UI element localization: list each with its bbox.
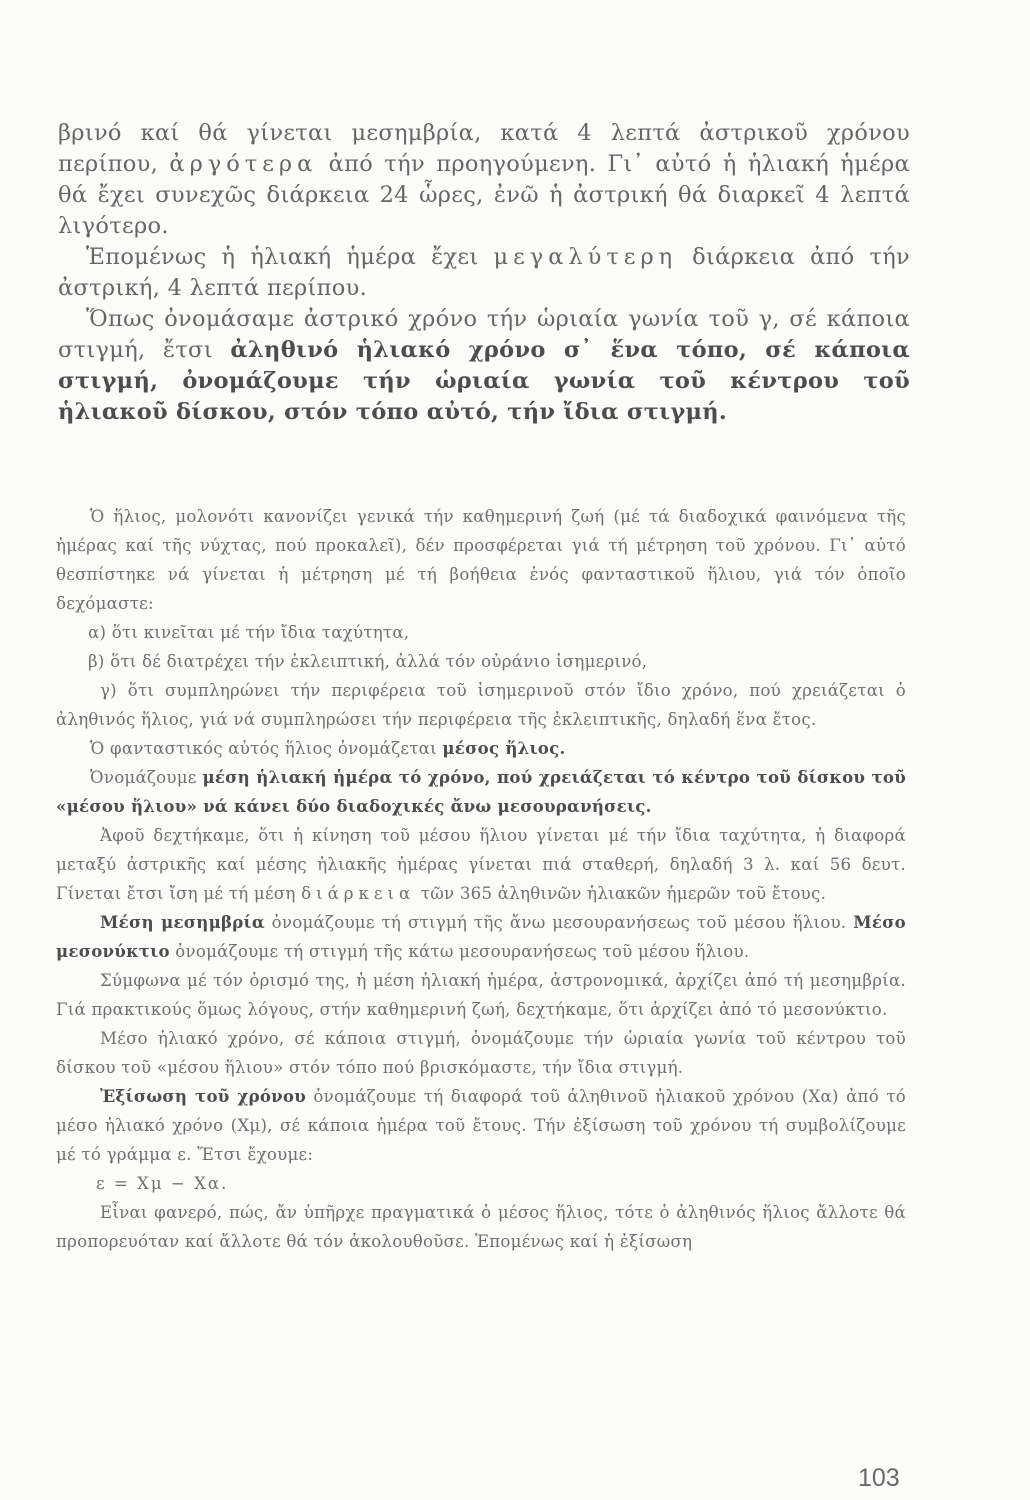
paragraph: [56, 763, 906, 821]
spaced-emphasis: μεγαλύτερη: [493, 244, 678, 270]
formula: ε = Χμ − Χα.: [96, 1174, 229, 1193]
page-number: 103: [858, 1464, 900, 1492]
paragraph: Εἶναι φανερό, πώς, ἄν ὑπῆρχε πραγματικά ὁ μέσος ἥλιος, τότε ὁ ἀληθινός ἥλιος ἄλλοτε θά προπορευόταν καί ἄλλοτε θά τόν ἀκολουθοῦσε. Ἑπομένως καί ἡ ἐξίσωση: [56, 1203, 906, 1251]
spaced-emphasis: διάρκεια: [301, 884, 416, 903]
spaced-emphasis: ἀργότερα: [169, 151, 318, 177]
definition-bold: ἀληθινό ἡλιακό χρόνο σ᾽ ἕνα τόπο, σέ κάποια στιγμή, ὀνομάζουμε τήν ὡριαία γωνία τοῦ κέντρου τοῦ ἡλιακοῦ δίσκου, στόν τόπο αὐτό, τήν ἴδια στιγμή.: [58, 337, 910, 425]
list-item-b: β) ὅτι δέ διατρέχει τήν ἐκλειπτική, ἀλλά τόν οὐράνιο ἰσημερινό,: [88, 652, 648, 671]
text-run: Ἀφοῦ δεχτήκαμε, ὅτι ἡ κίνηση τοῦ μέσου ἥλιου γίνεται μέ τήν ἴδια ταχύτητα, ἡ διαφορά μεταξύ ἀστρικῆς καί μέσης ἡλιακῆς ἡμέρας γίνεται πιά σταθερή, δηλαδή 3 λ. καί 56 δευτ. Γίνεται ἔτσι ἴση μέ τή μέση: [56, 826, 906, 903]
definition-bold: μέση ἡλιακή ἡμέρα τό χρόνο, πού χρειάζεται τό κέντρο τοῦ δίσκου τοῦ «μέσου ἥλιου» νά κάνει δύο διαδοχικές ἄνω μεσουρανήσεις.: [56, 767, 906, 816]
small-text-block: [56, 502, 906, 1256]
text-run: Ὁ φανταστικός αὐτός ἥλιος ὀνομάζεται: [90, 739, 443, 758]
paragraph: [58, 304, 910, 428]
text-run: διάρκεια ἀπό τήν ἀστρική, 4 λεπτά περίπου.: [58, 244, 910, 301]
definition-bold: Ἐξίσωση τοῦ χρόνου: [100, 1086, 307, 1106]
definition-bold: μέσος ἥλιος.: [442, 738, 566, 758]
list-item-c: γ) ὅτι συμπληρώνει τήν περιφέρεια τοῦ ἰσημερινοῦ στόν ἴδιο χρόνο, πού χρειάζεται ὁ ἀληθινός ἥλιος, γιά νά συμπληρώσει τήν περιφέρεια τῆς ἐκλειπτικῆς, δηλαδή ἕνα ἔτος.: [56, 681, 906, 729]
paragraph: [56, 1082, 906, 1169]
text-run: Ἑπομένως ἡ ἡλιακή ἡμέρα ἔχει: [86, 244, 494, 270]
text-run: Ὀνομάζουμε: [90, 768, 203, 787]
text-run: τῶν 365 ἀληθινῶν ἡλιακῶν ἡμερῶν τοῦ ἔτους.: [415, 884, 827, 903]
paragraph: [56, 734, 906, 763]
paragraph: [56, 908, 906, 966]
text-run: βρινό καί θά γίνεται μεσημβρία, κατά 4 λεπτά ἀστρικοῦ χρόνου περίπου,: [58, 120, 910, 177]
paragraph: [58, 118, 910, 242]
text-run: ὀνομάζουμε τή στιγμή τῆς ἄνω μεσουρανήσεως τοῦ μέσου ἥλιου.: [264, 913, 854, 932]
paragraph: [58, 242, 910, 304]
text-run: ὀνομάζουμε τή διαφορά τοῦ ἀληθινοῦ ἡλιακοῦ χρόνου (Χα) ἀπό τό μέσο ἡλιακό χρόνο (Χμ), σέ κάποια ἡμέρα τοῦ ἔτους. Τήν ἐξίσωση τοῦ χρόνου τή συμβολίζουμε μέ τό γράμμα ε. Ἔτσι ἔχουμε:: [56, 1087, 906, 1164]
text-run: ἀπό τήν προηγούμενη. Γι᾽ αὐτό ἡ ἡλιακή ἡμέρα θά ἔχει συνεχῶς διάρκεια 24 ὧρες, ἐνῶ ἡ ἀστρική θά διαρκεῖ 4 λεπτά λιγότερο.: [58, 151, 910, 239]
paragraph: Ὁ ἥλιος, μολονότι κανονίζει γενικά τήν καθημερινή ζωή (μέ τά διαδοχικά φαινόμενα τῆς ἡμέρας καί τῆς νύχτας, πού προκαλεῖ), δέν προσφέρεται γιά τή μέτρηση τοῦ χρόνου. Γι᾽ αὐτό θεσπίστηκε νά γίνεται ἡ μέτρηση μέ τή βοήθεια ἑνός φανταστικοῦ ἥλιου, γιά τόν ὁποῖο δεχόμαστε:: [56, 507, 906, 613]
definition-bold: Μέση μεσημβρία: [100, 912, 265, 932]
text-run: Ὅπως ὀνομάσαμε ἀστρικό χρόνο τήν ὡριαία γωνία τοῦ γ, σέ κάποια στιγμή, ἔτσι: [58, 306, 910, 363]
paragraph: Σύμφωνα μέ τόν ὁρισμό της, ἡ μέση ἡλιακή ἡμέρα, ἀστρονομικά, ἀρχίζει ἀπό τή μεσημβρία. Γιά πρακτικούς ὅμως λόγους, στήν καθημερινή ζωή, δεχτήκαμε, ὅτι ἀρχίζει ἀπό τό μεσονύκτιο.: [56, 971, 906, 1019]
large-text-block: [58, 118, 910, 428]
paragraph: [56, 821, 906, 908]
definition-bold: Μέσο μεσονύκτιο: [56, 912, 906, 961]
text-run: ὀνομάζουμε τή στιγμή τῆς κάτω μεσουρανήσεως τοῦ μέσου ἥλιου.: [169, 942, 750, 961]
list-item-a: α) ὅτι κινεῖται μέ τήν ἴδια ταχύτητα,: [88, 623, 410, 642]
paragraph: Μέσο ἡλιακό χρόνο, σέ κάποια στιγμή, ὀνομάζουμε τήν ὡριαία γωνία τοῦ κέντρου τοῦ δίσκου τοῦ «μέσου ἥλιου» στόν τόπο πού βρισκόμαστε, τήν ἴδια στιγμή.: [56, 1029, 906, 1077]
